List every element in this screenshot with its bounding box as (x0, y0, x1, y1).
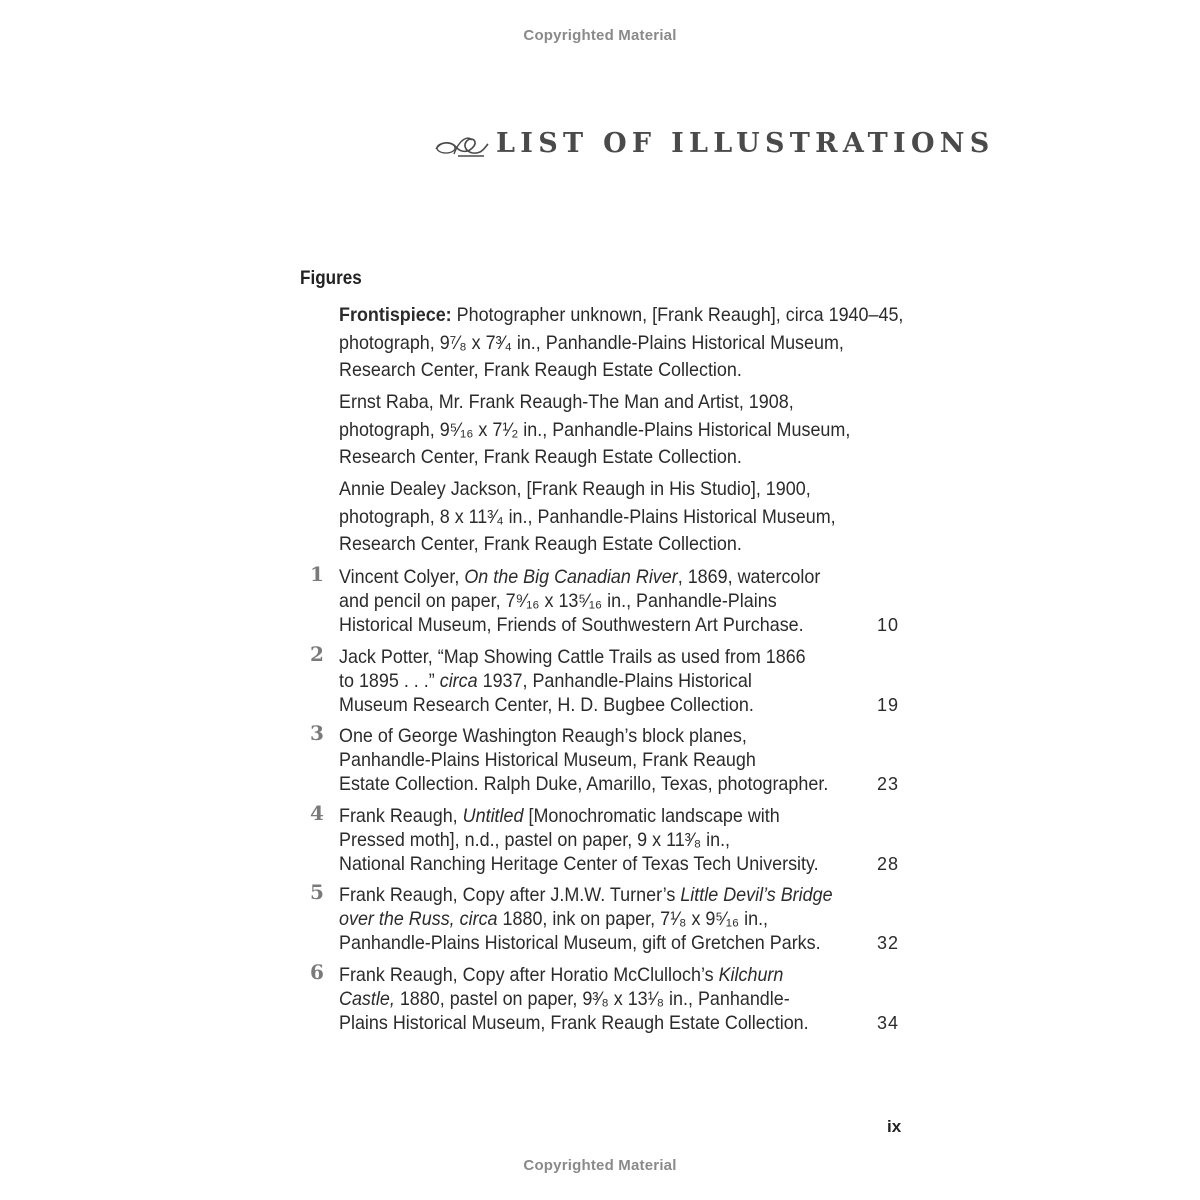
figure-entry: 5 Frank Reaugh, Copy after J.M.W. Turner’s Little Devil’s Bridge over the Russ, circa 1880, ink on paper, 7¹⁄₈ x 9⁵⁄₁₆ in., Panhandle-Plains Historical Museum, gift of Gretchen Parks. 32 (310, 880, 899, 954)
entry-line: Annie Dealey Jackson, [Frank Reaugh in His Studio], 1900, (339, 478, 811, 500)
page-number: 34 (876, 1013, 899, 1033)
copyright-notice-bottom: Copyrighted Material (523, 1157, 677, 1174)
figure-title: On the Big Canadian River (464, 566, 678, 588)
page-heading (434, 128, 995, 164)
section-heading: Figures (300, 268, 362, 289)
page-number: 32 (876, 933, 899, 953)
frontispiece-entry (339, 476, 911, 559)
figure-title: Untitled (462, 805, 524, 827)
entry-line: Ernst Raba, Mr. Frank Reaugh-The Man and Artist, 1908, (339, 391, 794, 413)
figure-number: 2 (310, 642, 324, 666)
figure-title: Little Devil’s Bridge (680, 884, 833, 906)
entry-line: Research Center, Frank Reaugh Estate Collection. (339, 533, 742, 555)
entry-line: Research Center, Frank Reaugh Estate Collection. (339, 446, 742, 468)
page-number: 28 (876, 854, 899, 874)
page-title: LIST OF ILLUSTRATIONS (496, 128, 995, 159)
entry-line: photograph, 8 x 11³⁄₄ in., Panhandle-Plains Historical Museum, (339, 505, 836, 528)
entry-line: photograph, 9⁵⁄₁₆ x 7¹⁄₂ in., Panhandle-Plains Historical Museum, (339, 418, 851, 441)
figure-title: Kilchurn (718, 964, 784, 986)
flourish-ornament-icon (434, 132, 490, 160)
figure-entry: 2 Jack Potter, “Map Showing Cattle Trails as used from 1866 to 1895 . . .” circa 1937, Panhandle-Plains Historical Museum Research Center, H. D. Bugbee Collection. 19 (310, 642, 899, 716)
figure-entry: 1 Vincent Colyer, On the Big Canadian River, 1869, watercolor and pencil on paper, 7⁹⁄₁₆ x 13⁵⁄₁₆ in., Panhandle-Plains Historical Museum, Friends of Southwestern Art Purchase. 10 (310, 562, 899, 636)
figure-entry: 6 Frank Reaugh, Copy after Horatio McClulloch’s Kilchurn Castle, 1880, pastel on paper, 9³⁄₈ x 13¹⁄₈ in., Panhandle- Plains Historical Museum, Frank Reaugh Estate Collection. 34 (310, 960, 899, 1034)
page-number: 19 (876, 695, 899, 715)
figure-title: Castle, (339, 988, 395, 1010)
entry-line: Research Center, Frank Reaugh Estate Collection. (339, 359, 742, 381)
page-number: 23 (876, 774, 899, 794)
figure-number: 5 (310, 880, 324, 904)
folio-page-number: ix (887, 1117, 902, 1136)
figure-entry: 4 Frank Reaugh, Untitled [Monochromatic landscape with Pressed moth], n.d., pastel on paper, 9 x 11³⁄₈ in., National Ranching Heritage Center of Texas Tech University. 28 (310, 801, 899, 875)
frontispiece-entry (339, 302, 911, 385)
figure-number: 6 (310, 960, 324, 984)
figure-entry: 3 One of George Washington Reaugh’s block planes, Panhandle-Plains Historical Museum, Frank Reaugh Estate Collection. Ralph Duke, Amarillo, Texas, photographer. 23 (310, 721, 899, 795)
frontispiece-entry (339, 389, 911, 472)
copyright-notice-top: Copyrighted Material (523, 27, 677, 44)
figure-number: 4 (310, 801, 324, 825)
entry-line: Photographer unknown, [Frank Reaugh], circa 1940–45, (451, 304, 904, 326)
figure-number: 1 (310, 562, 324, 586)
entry-lead: Frontispiece: (339, 304, 452, 326)
figure-title: over the Russ, circa (339, 908, 498, 930)
figure-title: circa (439, 670, 478, 692)
entry-line: photograph, 9⁷⁄₈ x 7³⁄₄ in., Panhandle-Plains Historical Museum, (339, 331, 844, 354)
page-number: 10 (876, 615, 899, 635)
figure-number: 3 (310, 721, 324, 745)
